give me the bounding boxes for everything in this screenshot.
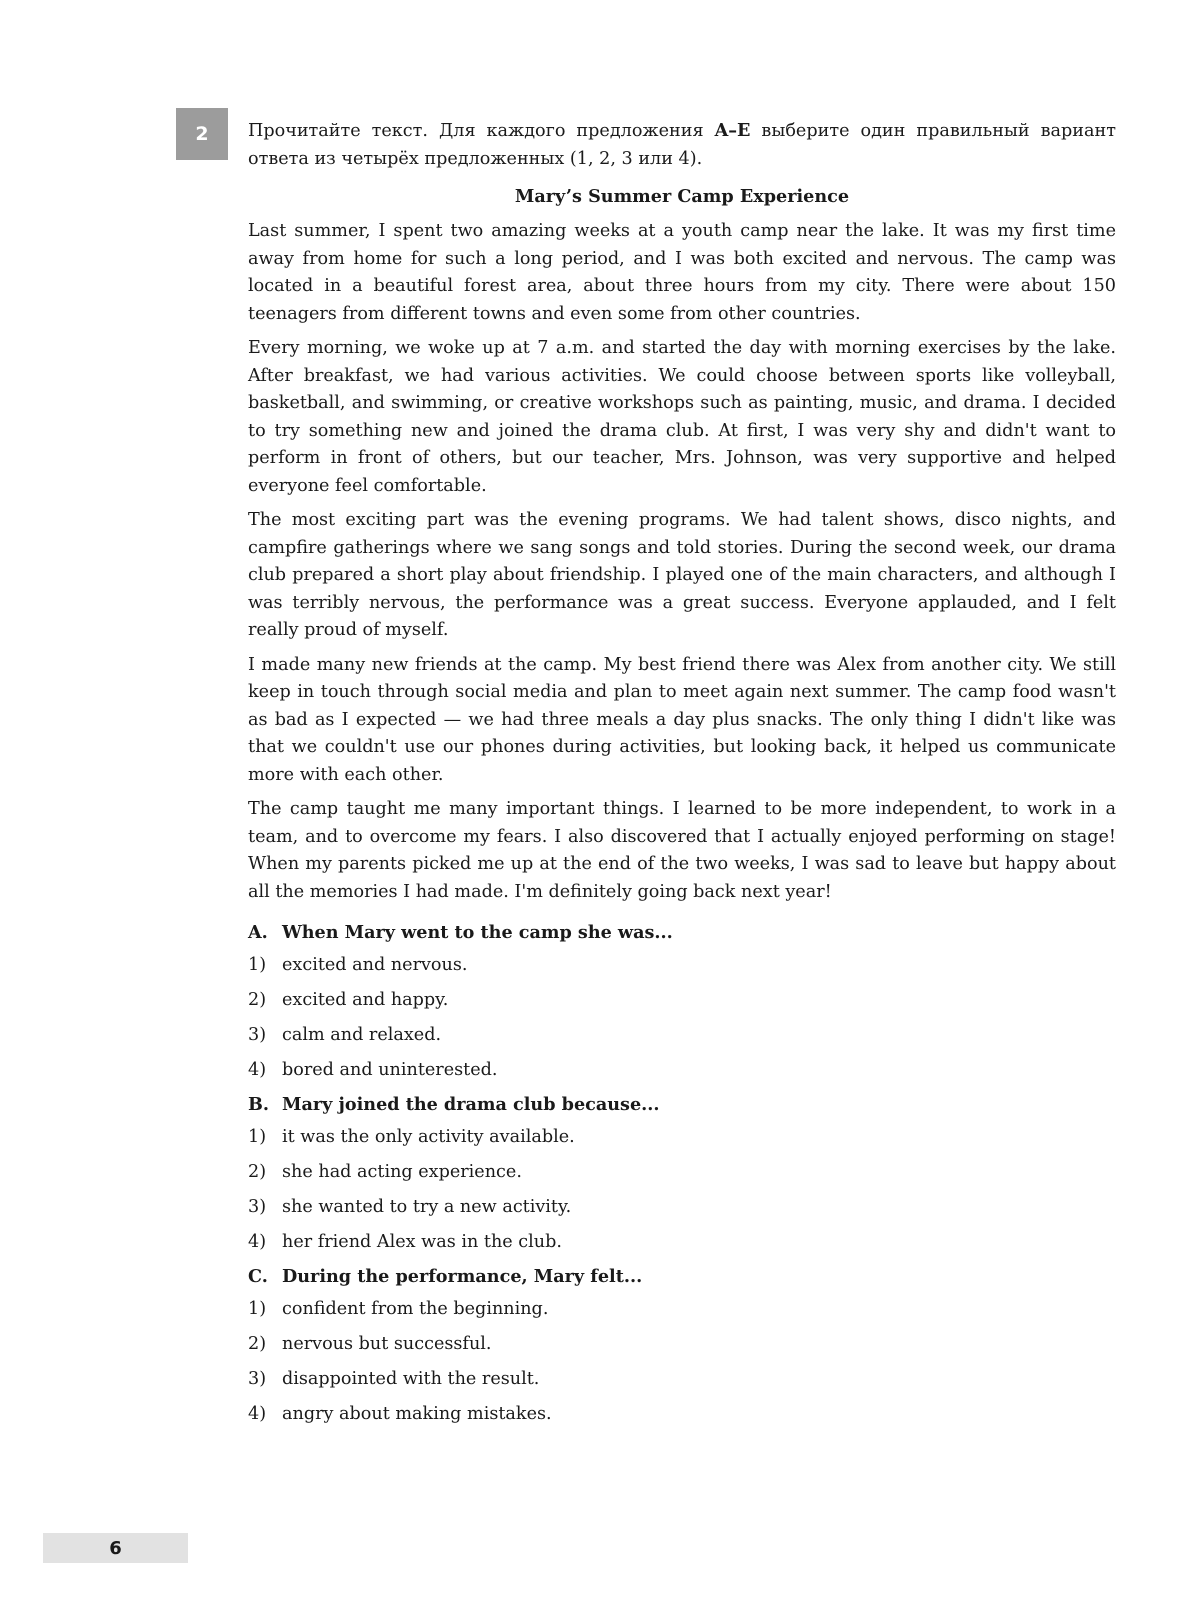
option-number: 4) [248, 1404, 267, 1424]
question-text: When Mary went to the camp she was... [282, 922, 673, 943]
option-text: angry about making mistakes. [282, 1404, 552, 1424]
option-number: 3) [248, 1025, 267, 1045]
option-text: bored and uninterested. [282, 1060, 498, 1080]
article-paragraph-2: Every morning, we woke up at 7 a.m. and started the day with morning exercises by the lake. After breakfast, we had various activities. We could choose between sports like volleyball, basketball, and swimming, or creative workshops such as painting, music, and drama. I decided to try something new and joined the drama club. At first, I was very shy and didn't want to perform in front of others, but our teacher, Mrs. Johnson, was very supportive and helped everyone feel comfortable. [248, 338, 1116, 496]
question-text: Mary joined the drama club because... [282, 1094, 660, 1115]
question-a [248, 919, 1116, 1084]
option-text: she had acting experience. [282, 1162, 522, 1182]
option-number: 3) [248, 1197, 267, 1217]
article-body [248, 218, 1116, 906]
answer-option [248, 1158, 1116, 1186]
option-number: 1) [248, 1299, 267, 1319]
question-stem [248, 919, 1116, 947]
option-text: it was the only activity available. [282, 1127, 575, 1147]
article-paragraph-3: The most exciting part was the evening programs. We had talent shows, disco nights, and campfire gatherings where we sang songs and told stories. During the second week, our drama club prepared a short play about friendship. I played one of the main characters, and although I was terribly nervous, the performance was a great success. Everyone applauded, and I felt really proud of myself. [248, 510, 1116, 640]
answer-option [248, 1193, 1116, 1221]
option-number: 4) [248, 1232, 267, 1252]
question-letter: C. [248, 1266, 268, 1287]
answer-option [248, 1056, 1116, 1084]
article-paragraph-5: The camp taught me many important things. I learned to be more independent, to work in a team, and to overcome my fears. I also discovered that I actually enjoyed performing on stage! When my parents picked me up at the end of the two weeks, I was sad to leave but happy about all the memories I had made. I'm definitely going back next year! [248, 799, 1116, 902]
option-number: 3) [248, 1369, 267, 1389]
answer-option [248, 951, 1116, 979]
answer-option [248, 986, 1116, 1014]
task-instruction [248, 117, 1116, 173]
question-c [248, 1263, 1116, 1428]
answer-option [248, 1021, 1116, 1049]
answer-option [248, 1330, 1116, 1358]
option-number: 2) [248, 990, 267, 1010]
option-text: excited and happy. [282, 990, 449, 1010]
option-text: excited and nervous. [282, 955, 468, 975]
task-content [248, 117, 1116, 1435]
question-letter: A. [248, 922, 268, 943]
article-paragraph-1: Last summer, I spent two amazing weeks at a youth camp near the lake. It was my first time away from home for such a long period, and I was both excited and nervous. The camp was located in a beautiful forest area, about three hours from my city. There were about 150 teenagers from different towns and even some from other countries. [248, 221, 1116, 324]
option-number: 2) [248, 1162, 267, 1182]
instruction-letters-range: A–E [714, 120, 751, 141]
option-number: 4) [248, 1060, 267, 1080]
instruction-text-end: выберите один правильный вариант ответа из четырёх предложенных (1, 2, 3 или 4). [248, 121, 1116, 169]
option-text: nervous but successful. [282, 1334, 492, 1354]
option-number: 2) [248, 1334, 267, 1354]
answer-option [248, 1295, 1116, 1323]
answer-option [248, 1123, 1116, 1151]
instruction-text-start: Прочитайте текст. Для каждого предложения [248, 121, 715, 141]
page-number-box [43, 1533, 188, 1563]
article-title: Mary’s Summer Camp Experience [514, 186, 850, 207]
option-text: her friend Alex was in the club. [282, 1232, 562, 1252]
question-stem [248, 1091, 1116, 1119]
option-text: confident from the beginning. [282, 1299, 549, 1319]
question-b [248, 1091, 1116, 1256]
question-list [248, 919, 1116, 1428]
answer-option [248, 1228, 1116, 1256]
question-stem [248, 1263, 1116, 1291]
article-paragraph-4: I made many new friends at the camp. My best friend there was Alex from another city. We still keep in touch through social media and plan to meet again next summer. The camp food wasn't as bad as I expected — we had three meals a day plus snacks. The only thing I didn't like was that we couldn't use our phones during activities, but looking back, it helped us communicate more with each other. [248, 654, 1116, 785]
option-text: calm and relaxed. [282, 1025, 442, 1045]
option-text: disappointed with the result. [282, 1369, 540, 1389]
task-number: 2 [195, 123, 209, 145]
page-number: 6 [109, 1537, 122, 1559]
answer-option [248, 1400, 1116, 1428]
option-number: 1) [248, 1127, 267, 1147]
option-text: she wanted to try a new activity. [282, 1197, 572, 1217]
answer-option [248, 1365, 1116, 1393]
task-number-badge [176, 108, 228, 160]
option-number: 1) [248, 955, 267, 975]
question-text: During the performance, Mary felt... [282, 1266, 643, 1287]
question-letter: B. [248, 1094, 269, 1115]
